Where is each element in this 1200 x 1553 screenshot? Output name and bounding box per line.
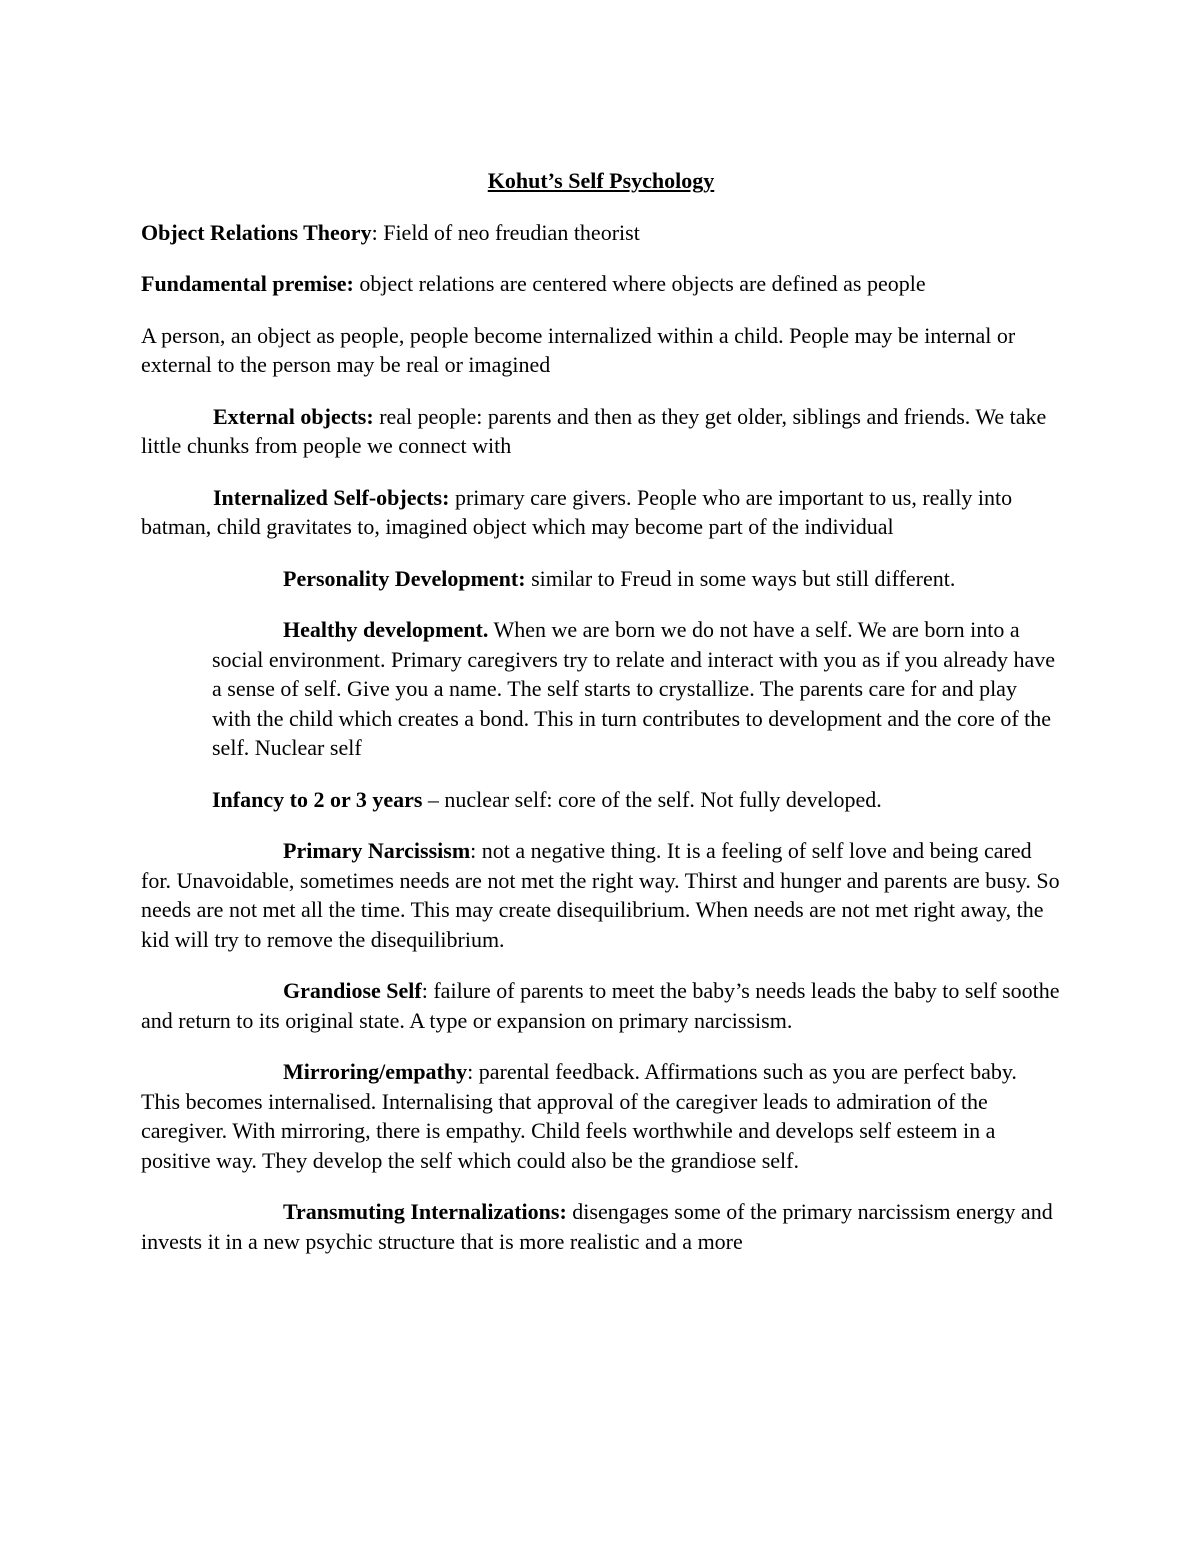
definition-external-objects: real people: parents and then as they get older, siblings and friends. We take little chunks from people we connect with [141, 403, 1047, 458]
paragraph-infancy [212, 785, 1061, 815]
paragraph-personality-development [212, 564, 1061, 594]
separator: – [422, 786, 445, 812]
paragraph-person-object [141, 321, 1061, 380]
term-transmuting-internalizations: Transmuting Internalizations: [283, 1199, 567, 1224]
body-text-person-object: A person, an object as people, people become internalized within a child. People may be internal or external to the person may be real or imagined [141, 322, 1016, 377]
term-internalized-self-objects: Internalized Self-objects: [213, 484, 450, 510]
paragraph-transmuting-internalizations [141, 1197, 1061, 1256]
paragraph-primary-narcissism [141, 836, 1061, 954]
definition-transmuting-internalizations: disengages some of the primary narcissism energy and invests it in a new psychic structure that is more realistic and a more [141, 1199, 1053, 1254]
term-fundamental-premise: Fundamental premise: [141, 271, 354, 296]
term-primary-narcissism: Primary Narcissism [283, 838, 471, 863]
term-healthy-development: Healthy development. [283, 617, 489, 642]
definition-object-relations: Field of neo freudian theorist [383, 219, 640, 245]
separator: : [421, 978, 434, 1003]
paragraph-fundamental-premise [141, 269, 1061, 299]
separator: : [467, 1059, 479, 1084]
term-personality-development: Personality Development: [283, 565, 526, 591]
page-title: Kohut’s Self Psychology [487, 168, 715, 193]
term-mirroring-empathy: Mirroring/empathy [283, 1059, 468, 1084]
separator: : [371, 219, 384, 245]
paragraph-grandiose-self [141, 976, 1061, 1035]
definition-mirroring-empathy: parental feedback. Affirmations such as you are perfect baby. This becomes internalised. Internalising that approval of the caregiver leads to admiration of the caregiver. With mirroring, there is empathy. Child feels worthwhile and develops self esteem in a positive way. They develop the self which could also be the grandiose self. [141, 1059, 1017, 1173]
definition-grandiose-self: failure of parents to meet the baby’s needs leads the baby to self soothe and return to its original state. A type or expansion on primary narcissism. [141, 978, 1060, 1033]
term-grandiose-self: Grandiose Self [283, 978, 422, 1003]
paragraph-healthy-development [212, 615, 1061, 763]
definition-infancy: nuclear self: core of the self. Not fully developed. [444, 786, 882, 812]
term-infancy: Infancy to 2 or 3 years [212, 786, 423, 812]
term-object-relations: Object Relations Theory [141, 219, 372, 245]
paragraph-internalized-self-objects [141, 483, 1061, 542]
definition-internalized-self-objects: primary care givers. People who are important to us, really into batman, child gravitates to, imagined object which may become part of the individual [141, 484, 1013, 539]
definition-healthy-development: When we are born we do not have a self. We are born into a social environment. Primary caregivers try to relate and interact with you as if you already have a sense of self. Give you a name. The self starts to crystallize. The parents care for and play with the child which creates a bond. This in turn contributes to development and the core of the self. Nuclear self [212, 617, 1056, 760]
paragraph-external-objects [141, 402, 1061, 461]
paragraph-object-relations [141, 218, 1061, 248]
definition-personality-development: similar to Freud in some ways but still different. [531, 565, 956, 591]
paragraph-mirroring-empathy [141, 1057, 1061, 1175]
definition-fundamental-premise: object relations are centered where objects are defined as people [359, 271, 926, 296]
document-body [141, 166, 1061, 1278]
definition-primary-narcissism: not a negative thing. It is a feeling of self love and being cared for. Unavoidable, sometimes needs are not met the right way. Thirst and hunger and parents are busy. So needs are not met all the time. This may create disequilibrium. When needs are not met right away, the kid will try to remove the disequilibrium. [141, 838, 1060, 952]
term-external-objects: External objects: [213, 403, 374, 429]
separator: : [470, 838, 482, 863]
